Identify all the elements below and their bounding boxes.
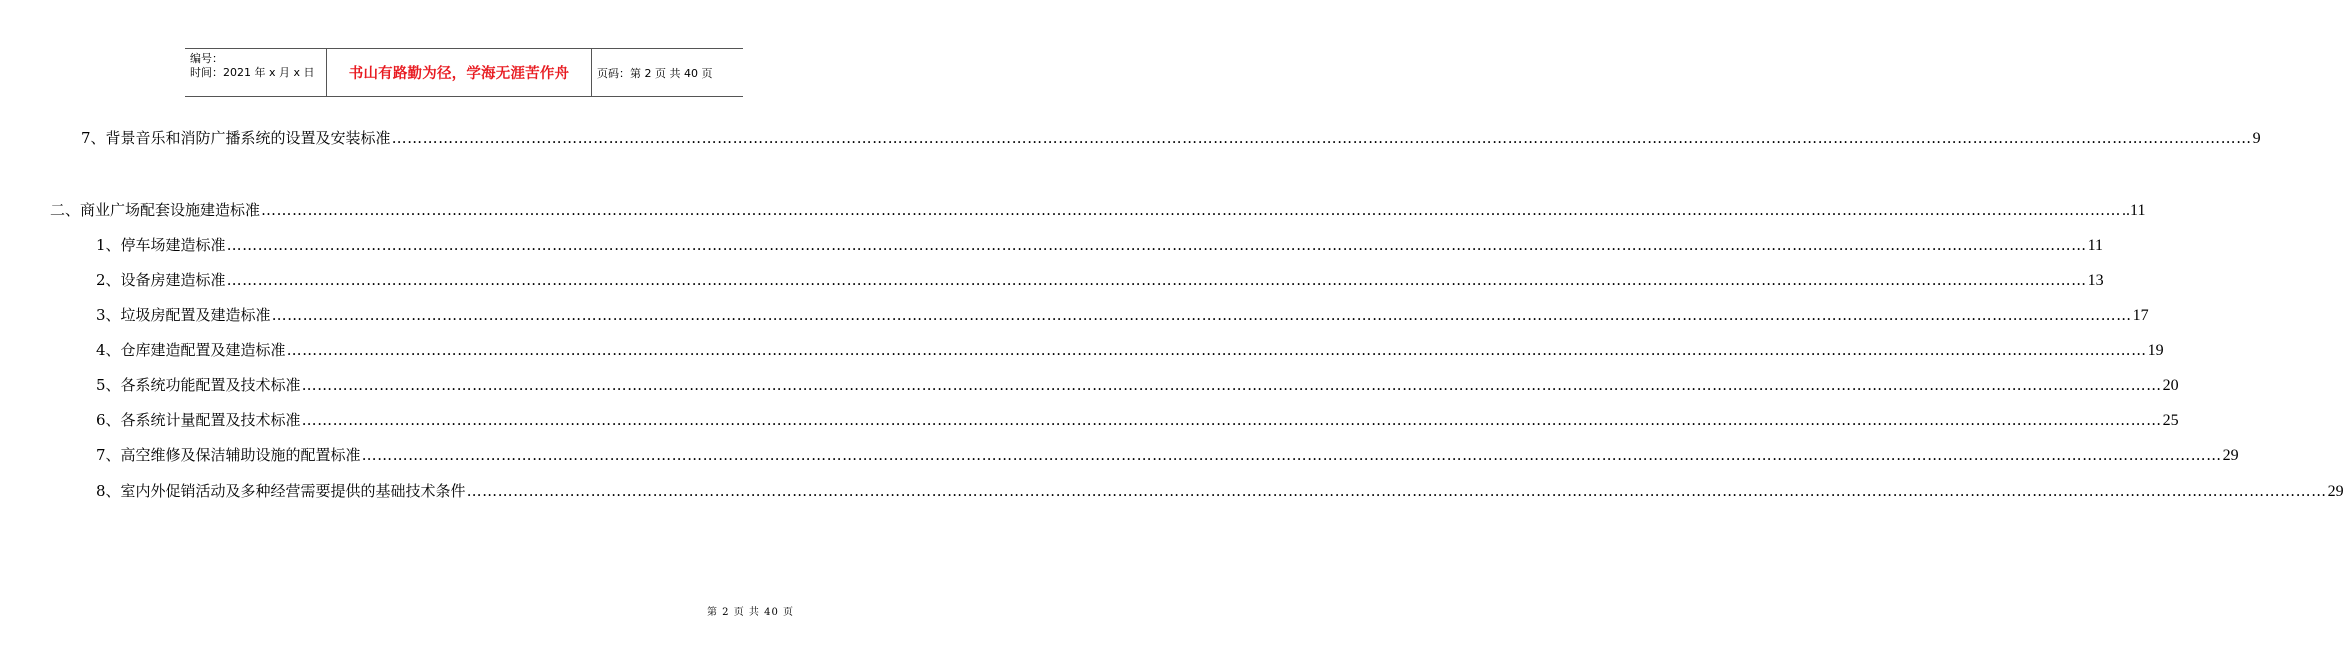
- header-motto: 书山有路勤为径，学海无涯苦作舟: [327, 49, 592, 96]
- toc-entry-number: 8、: [96, 482, 121, 500]
- toc-leader-dots: ………………………………………………………………………………………………………………………………………………………………………………………………………………………………………………………………………………………………………………………………: [301, 376, 2162, 394]
- toc-leader-dots: ………………………………………………………………………………………………………………………………………………………………………………………………………………………………………………………………………………………………………………………………: [466, 482, 2327, 500]
- toc-entry-title: 垃圾房配置及建造标准: [120, 306, 271, 324]
- header-number-label: 编号：: [190, 52, 223, 65]
- toc-entry-title: 背景音乐和消防广播系统的设置及安装标准: [105, 129, 391, 147]
- toc-entry-page: ..11: [2122, 202, 2146, 219]
- toc-entry[interactable]: [96, 480, 2344, 502]
- toc-entry[interactable]: [96, 374, 2179, 396]
- toc-entry[interactable]: [96, 444, 2239, 466]
- toc-entry-number: 7、: [96, 446, 121, 464]
- toc-entry-title: 各系统计量配置及技术标准: [120, 411, 301, 429]
- toc-entry-title: 各系统功能配置及技术标准: [120, 376, 301, 394]
- toc-entry-page: 29: [2327, 483, 2344, 500]
- toc-entry-number: 5、: [96, 376, 121, 394]
- toc-entry-title: 停车场建造标准: [120, 236, 226, 254]
- header-page-info: 页码：第 2 页 共 40 页: [597, 66, 713, 80]
- toc-leader-dots: ………………………………………………………………………………………………………………………………………………………………………………………………………………………………………………………………………………………………………………………………: [361, 446, 2222, 464]
- header-meta: [185, 49, 327, 96]
- toc-leader-dots: ………………………………………………………………………………………………………………………………………………………………………………………………………………………………………………………………………………………………………………………………: [301, 411, 2162, 429]
- toc-leader-dots: ………………………………………………………………………………………………………………………………………………………………………………………………………………………………………………………………………………………………………………………………: [261, 201, 2122, 219]
- header-time-label: 时间：2021 年 x 月 x 日: [190, 66, 315, 79]
- toc-leader-dots: ………………………………………………………………………………………………………………………………………………………………………………………………………………………………………………………………………………………………………………………………: [226, 236, 2087, 254]
- toc-entry-number: 4、: [96, 341, 121, 359]
- toc-entry-page: 19: [2147, 342, 2164, 359]
- toc-entry[interactable]: [96, 339, 2164, 361]
- toc-entry-page: 25: [2162, 412, 2179, 429]
- page-footer: 第 2 页 共 40 页: [707, 607, 794, 618]
- toc-entry-page: 20: [2162, 377, 2179, 394]
- toc-entry-page: 17: [2132, 307, 2149, 324]
- toc-leader-dots: ………………………………………………………………………………………………………………………………………………………………………………………………………………………………………………………………………………………………………………………………: [271, 306, 2132, 324]
- toc-entry[interactable]: [96, 234, 2103, 256]
- toc-leader-dots: ………………………………………………………………………………………………………………………………………………………………………………………………………………………………………………………………………………………………………………………………: [391, 129, 2252, 147]
- toc-entry-number: 7、: [81, 129, 106, 147]
- toc-entry[interactable]: [96, 409, 2179, 431]
- toc-entry-page: 29: [2222, 447, 2239, 464]
- toc-entry[interactable]: [50, 199, 2146, 221]
- toc-entry[interactable]: [81, 127, 2261, 149]
- toc-entry-page: 11: [2087, 237, 2103, 254]
- toc-leader-dots: ………………………………………………………………………………………………………………………………………………………………………………………………………………………………………………………………………………………………………………………………: [226, 271, 2087, 289]
- toc-entry-title: 设备房建造标准: [120, 271, 226, 289]
- toc-entry-number: 2、: [96, 271, 121, 289]
- toc-entry[interactable]: [96, 304, 2149, 326]
- toc-entry-number: 6、: [96, 411, 121, 429]
- toc-entry-page: 13: [2087, 272, 2104, 289]
- toc-entry-number: 二、: [50, 201, 81, 219]
- document-header: [185, 48, 743, 97]
- toc-entry-title: 室内外促销活动及多种经营需要提供的基础技术条件: [120, 482, 466, 500]
- toc-entry-title: 仓库建造配置及建造标准: [120, 341, 286, 359]
- toc-entry-page: 9: [2252, 130, 2261, 147]
- toc-leader-dots: ………………………………………………………………………………………………………………………………………………………………………………………………………………………………………………………………………………………………………………………………: [286, 341, 2147, 359]
- toc-entry-title: 商业广场配套设施建造标准: [80, 201, 261, 219]
- toc-entry-number: 1、: [96, 236, 121, 254]
- toc-entry[interactable]: [96, 269, 2104, 291]
- toc-entry-number: 3、: [96, 306, 121, 324]
- toc-entry-title: 高空维修及保洁辅助设施的配置标准: [120, 446, 361, 464]
